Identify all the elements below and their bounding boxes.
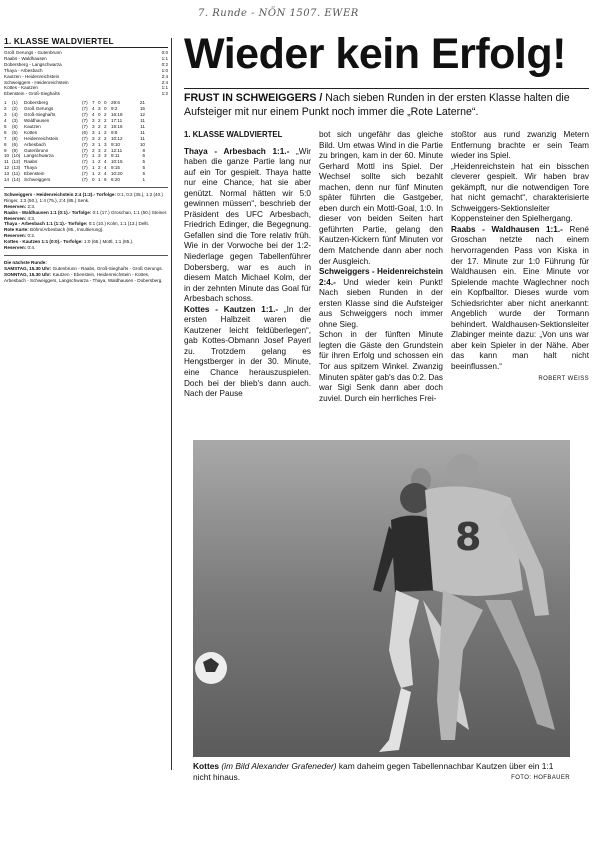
table-cell-l: 2 — [104, 112, 107, 118]
match-report-head: Reserven: — [4, 215, 27, 221]
handwritten-annotation: 7. Runde - NÖN 1507. EWER — [198, 8, 359, 19]
table-cell-w: 1 — [92, 165, 95, 171]
kicker: FRUST IN SCHWEIGGERS / Nach sieben Runden in der ersten Klasse halten die Aufsteiger mit nur einem Punkt noch immer die „Rote Laterne“. — [184, 92, 570, 118]
match-report-text: 0:1, 0:2 (35.), 1:2 (40.) Ringer, 1:3 (50.), 1:4 (75.), 2:4 (85.) Senk. — [4, 191, 163, 203]
jersey-number: 8 — [455, 515, 482, 559]
table-cell-d: 3 — [98, 153, 101, 159]
table-cell-prev: (13) — [12, 165, 21, 171]
match-report-text: 0:4. — [26, 245, 36, 251]
table-cell-l: 3 — [104, 141, 107, 147]
table-cell-goals: 6:20 — [111, 177, 120, 183]
table-cell-pts: 11 — [140, 123, 145, 129]
table-cell-prev: (2) — [12, 106, 18, 112]
table-cell-goals: 9:8 — [111, 129, 118, 135]
table-cell-d: 0 — [98, 112, 101, 118]
table-cell-team: Dobersberg — [24, 100, 49, 106]
table-cell-w: 1 — [92, 153, 95, 159]
table-cell-w: 4 — [92, 106, 95, 112]
table-cell-pts: 6 — [142, 153, 145, 159]
table-cell-w: 3 — [92, 117, 95, 123]
table-cell-team: Heidenreichstein — [24, 135, 59, 141]
table-cell-team: Waldhausen — [24, 117, 50, 123]
article-paragraph — [184, 147, 311, 305]
table-cell-team: Schweiggers — [24, 177, 51, 183]
table-cell-team: Arbesbach — [24, 141, 46, 147]
table-row — [4, 177, 168, 183]
table-cell-prev: (9) — [12, 147, 18, 153]
table-cell-w: 3 — [92, 123, 95, 129]
table-cell-rank: 14 — [4, 177, 10, 183]
table-cell-d: 1 — [98, 141, 101, 147]
paragraph-heading: Thaya - Arbesbach 1:1.- — [184, 146, 290, 156]
table-cell-g: (7) — [82, 141, 88, 147]
table-cell-pts: 11 — [140, 129, 145, 135]
table-cell-rank: 3 — [4, 112, 7, 118]
article-paragraph — [451, 162, 589, 225]
table-cell-w: 0 — [92, 177, 95, 183]
table-cell-prev: (6) — [12, 141, 18, 147]
paragraph-text: „Heidenreichstein hat ein bisschen cleverer gespielt. Wir haben brav gekämpft, nur die notwendigen Tore hat nicht gemacht“, charakterisierte Schweiggers-Sektionsleiter Koppensteiner den Spielhergang. — [451, 161, 589, 224]
table-cell-rank: 4 — [4, 117, 7, 123]
table-cell-rank: 6 — [4, 129, 7, 135]
match-report-head: Schweiggers - Heidenreichstein 2:4 (1:2).- Torfolge: — [4, 191, 116, 197]
table-cell-prev: (11) — [12, 171, 20, 177]
paragraph-text: Und wieder kein Punkt! Nach sieben Runden in der ersten Klasse sind die Aufsteiger aus Schweiggers noch immer ohne Sieg. — [319, 277, 443, 329]
article-paragraph — [451, 225, 589, 373]
table-cell-w: 7 — [92, 100, 95, 106]
next-round-item-head: SONNTAG, 15.30 Uhr: — [4, 271, 52, 277]
photo-credit: FOTO: HOFBAUER — [511, 774, 570, 781]
league-title: 1. KLASSE WALDVIERTEL — [4, 36, 168, 48]
result-match: Ebenstein - Groß-Sieghar̈ts — [4, 91, 60, 97]
table-cell-g: (7) — [82, 100, 88, 106]
match-report-head: Rote Karte: — [4, 227, 29, 233]
match-report-text: 0:1 (17.) Groschan, 1:1 (50.) Steiner. — [91, 209, 168, 215]
table-cell-pts: 1 — [142, 177, 145, 183]
table-cell-goals: 10:12 — [111, 135, 123, 141]
match-report-text: 0:2. — [26, 233, 36, 239]
table-cell-l: 2 — [104, 147, 107, 153]
table-cell-g: (7) — [82, 171, 88, 177]
table-cell-d: 1 — [98, 129, 101, 135]
table-cell-g: (7) — [82, 123, 88, 129]
table-cell-prev: (10) — [12, 153, 21, 159]
match-report-text: 4:3. — [26, 215, 36, 221]
article-column-2 — [319, 130, 443, 404]
table-cell-goals: 17:11 — [111, 117, 123, 123]
table-cell-g: (7) — [82, 135, 88, 141]
match-report-text: 2:3. — [26, 203, 36, 209]
result-score: 1:2 — [161, 91, 168, 97]
table-cell-l: 4 — [104, 165, 107, 171]
table-cell-l: 4 — [104, 171, 107, 177]
result-score: 1:0 — [161, 67, 168, 73]
table-cell-rank: 11 — [4, 159, 9, 165]
table-cell-g: (7) — [82, 147, 88, 153]
paragraph-text: bot sich ungefähr das gleiche Bild. Um etwas Wind in die Partie zu bringen, kam in der 60. Minute Gerhard Mottl ins Spiel. Der Wechsel sollte sich bezahlt machen, denn nur fünf Minuten später führten die Gastgeber, eben durch ein Mottl-Goal, 1:0. In dieser von beiden Seiten hart geführten Partie, gelang den Kautzen-Kickern fünf Minuten vor dem Matchende dann aber noch der Ausgleich. — [319, 130, 443, 266]
match-report-head: Reserven: — [4, 245, 27, 251]
table-cell-l: 6 — [104, 177, 107, 183]
next-round-item-head: SAMSTAG, 15.30 Uhr: — [4, 265, 52, 271]
table-cell-d: 0 — [98, 100, 101, 106]
match-report-head: Raabs - Waldhausen 1:1 (0:1).- Torfolge: — [4, 209, 92, 215]
table-cell-d: 3 — [98, 106, 101, 112]
table-cell-rank: 12 — [4, 165, 10, 171]
table-cell-l: 0 — [104, 100, 107, 106]
table-cell-w: 3 — [92, 129, 95, 135]
match-photo — [193, 440, 570, 757]
paragraph-text: stoßtor aus rund zwanzig Metern Entfernung brachte er sein Team wieder ins Spiel. — [451, 130, 589, 161]
table-cell-l: 0 — [104, 106, 107, 112]
table-cell-g: (7) — [82, 159, 88, 165]
article-paragraph — [319, 330, 443, 404]
match-report-text: 1:0 (65.) Mottl, 1:1 (85.). — [82, 239, 134, 245]
paragraph-heading: Raabs - Waldhausen 1:1.- — [451, 224, 563, 234]
table-cell-rank: 13 — [4, 171, 10, 177]
match-report-head: Kottes - Kautzen 1:1 (0:0).- Torfolge: — [4, 239, 83, 245]
table-cell-w: 2 — [92, 147, 95, 153]
results-column — [4, 36, 168, 284]
table-cell-g: (7) — [82, 112, 88, 118]
result-score: 0:2 — [161, 61, 168, 67]
column-rule — [171, 38, 172, 770]
table-cell-w: 4 — [92, 112, 95, 118]
article-paragraph — [184, 305, 311, 400]
table-cell-team: Kottes — [24, 129, 38, 135]
next-round-list — [4, 266, 168, 284]
table-cell-prev: (12) — [12, 159, 21, 165]
result-match: Schweiggers - Heidenreichstein — [4, 79, 69, 85]
result-score: 1:1 — [161, 55, 168, 61]
table-cell-team: Gutenbrunn — [24, 147, 49, 153]
table-cell-l: 2 — [104, 129, 107, 135]
table-cell-d: 2 — [98, 171, 101, 177]
table-cell-pts: 12 — [139, 112, 145, 118]
author: ROBERT WEISS — [538, 375, 589, 382]
table-cell-goals: 29:6 — [111, 100, 120, 106]
table-cell-d: 2 — [98, 123, 101, 129]
table-cell-l: 2 — [104, 123, 107, 129]
paragraph-text: René Groschan netzte nach einem hervorragenden Pass von Kiska in der 17. Minute zur 1:0 Führung für Waldhausen ein. Eine Minute vor Spielende machte Waglechner noch ein Kopfballtor. Dieses wurde vom Schiedsrichter aber nicht anerkannt: Angeblich wurde der Tormann behindert. Waldhausen-Sektionsleiter Zlabinger meinte dazu: „Von uns war aber kein Spieler in der Nähe. Aber das kann man halt nicht beeinflussen.“ — [451, 224, 589, 372]
soccer-scene-image — [193, 440, 570, 757]
headline: Wieder kein Erfolg! — [184, 30, 566, 78]
result-score: 1:1 — [161, 85, 168, 91]
result-match: Raabs - Waldhausen — [4, 55, 47, 61]
table-cell-rank: 5 — [4, 123, 7, 129]
next-round-item-text: Kautzen - Ebenstein, Heidenreichstein - Kottes, Arbesbach - Schweiggers, Langschwarza - Thaya, Waldhausen - Dobersberg. — [4, 271, 163, 283]
table-cell-prev: (3) — [12, 117, 18, 123]
table-cell-g: (7) — [82, 117, 88, 123]
table-cell-rank: 7 — [4, 135, 7, 141]
table-cell-goals: 9:2 — [111, 106, 118, 112]
results-list — [4, 50, 168, 97]
table-cell-prev: (1) — [12, 100, 18, 106]
result-score: 0:0 — [161, 50, 168, 55]
table-cell-d: 2 — [98, 117, 101, 123]
table-cell-w: 1 — [92, 159, 95, 165]
table-cell-rank: 2 — [4, 106, 7, 112]
table-cell-team: Langschwarza — [24, 153, 54, 159]
result-match: Groß Gerungs - Gutenbrunn — [4, 50, 62, 55]
table-cell-w: 3 — [92, 135, 95, 141]
table-cell-d: 2 — [98, 159, 101, 165]
article-column-3 — [451, 130, 589, 384]
match-reports — [4, 192, 168, 251]
table-cell-rank: 9 — [4, 147, 7, 153]
table-cell-team: Kautzen — [24, 123, 41, 129]
result-score: 2:4 — [161, 73, 168, 79]
result-match: Kottes - Kautzen — [4, 85, 38, 91]
article-paragraph — [319, 267, 443, 330]
result-match: Kautzen - Heidenreichstein — [4, 73, 60, 79]
table-cell-g: (7) — [82, 177, 88, 183]
table-cell-l: 4 — [104, 159, 107, 165]
article-column-1 — [184, 130, 311, 400]
table-cell-g: (7) — [82, 106, 88, 112]
table-cell-pts: 5 — [142, 171, 145, 177]
paragraph-heading: Kottes - Kautzen 1:1.- — [184, 304, 279, 314]
table-cell-d: 1 — [98, 177, 101, 183]
table-cell-team: Thaya — [24, 165, 37, 171]
table-cell-prev: (8) — [12, 135, 18, 141]
table-cell-prev: (14) — [12, 177, 21, 183]
table-cell-team: Ebenstein — [24, 171, 45, 177]
table-cell-goals: 16:18 — [111, 112, 123, 118]
match-report-head: Reserven: — [4, 203, 27, 209]
match-report-head: Reserven: — [4, 233, 27, 239]
standings-table — [4, 100, 168, 183]
table-cell-prev: (4) — [12, 112, 18, 118]
table-cell-prev: (5) — [12, 129, 18, 135]
article-paragraph — [319, 130, 443, 267]
next-round-title: Die nächste Runde: — [4, 260, 47, 265]
next-round-item — [4, 272, 168, 284]
table-cell-team: Groß Gerungs — [24, 106, 54, 112]
match-report-head: Thaya - Arbesbach 1:1 (1:1).- Torfolge: — [4, 221, 88, 227]
table-cell-pts: 15 — [139, 106, 145, 112]
paragraph-text: „In der ersten Halbzeit waren die Kautzener leicht feldüberlegen“, gab Kottes-Obmann Josef Payerl zu. Trotzdem gelang es Hengstberger in der 30. Minute, eine Chance herauszuspielen. Doch bei der blieb's dann auch. Nach der Pause — [184, 304, 311, 399]
table-cell-team: Groß-Sieghar̈ts — [24, 112, 56, 118]
table-cell-d: 2 — [98, 135, 101, 141]
table-cell-pts: 11 — [140, 117, 145, 123]
table-cell-g: (6) — [82, 129, 88, 135]
table-cell-l: 2 — [104, 117, 107, 123]
table-cell-pts: 5 — [142, 159, 145, 165]
match-report-text: 0:1 (10.) Kolm, 1:1 (13.) Dellt. — [87, 221, 149, 227]
table-cell-g: (7) — [82, 165, 88, 171]
match-report — [4, 192, 168, 204]
table-cell-goals: 8:11 — [111, 153, 120, 159]
table-cell-goals: 9:10 — [111, 141, 120, 147]
table-cell-pts: 5 — [142, 165, 145, 171]
result-match: Dobersberg - Langschwarza — [4, 61, 62, 67]
table-cell-goals: 12:11 — [111, 147, 123, 153]
table-cell-pts: 10 — [139, 141, 145, 147]
table-cell-rank: 8 — [4, 141, 7, 147]
photo-caption: Kottes (im Bild Alexander Grafeneder) kam daheim gegen Tabellennachbar Kautzen über ein 1:1 nicht hinaus. FOTO: HOFBAUER — [193, 761, 570, 782]
match-report-text: Böhm/Arbesbach (85., Insultierung). — [28, 227, 104, 233]
paragraph-heading: Schweiggers - Heidenreichstein 2:4.- — [319, 267, 443, 287]
paragraph-text: Schon in der fünften Minute legten die Gäste den Grundstein für ihren Erfolg und schossen ein Tor aus spitzem Winkel. Zwanzig Minuten später gab's das 0:2. Das war Sigi Senk dann aber doch zuviel. Durch ein herrliches Frei- — [319, 330, 443, 403]
headline-rule — [184, 88, 589, 89]
result-score: 2:4 — [161, 79, 168, 85]
table-cell-l: 3 — [104, 153, 107, 159]
table-cell-goals: 9:15 — [111, 165, 120, 171]
article-paragraph — [451, 130, 589, 162]
table-cell-rank: 1 — [4, 100, 7, 106]
table-cell-pts: 8 — [142, 147, 145, 153]
table-cell-l: 2 — [104, 135, 107, 141]
table-cell-w: 1 — [92, 171, 95, 177]
table-cell-w: 3 — [92, 141, 95, 147]
table-cell-team: Raabs — [24, 159, 38, 165]
table-cell-d: 3 — [98, 147, 101, 153]
table-cell-goals: 19:16 — [111, 123, 123, 129]
table-cell-rank: 10 — [4, 153, 10, 159]
next-round-item-text: Gutenbrunn - Raabs, Groß-Sieghar̈ts - Groß Gerungs. — [51, 265, 163, 271]
match-report — [4, 245, 168, 251]
table-cell-prev: (6) — [12, 123, 18, 129]
paragraph-text: „Wir haben die ganze Partie lang nur auf ein Tor gespielt. Thaya hatte nur eine Chance, hat sie aber genützt. Normal hätten wir 5:0 gewinnen müssen“, beschrieb der Präsident des UFC Arbesbach, Friedrich Edinger, die Begegnung. Gefallen sind die Tore relativ früh. Wie in der Vorwoche bei der 1:2-Niederlage gegen Tabellenführer Dobersberg, war es auch in diesem Match Michael Kolm, der in der zehnten Minute das Goal für Arbesbach schoss. — [184, 146, 312, 304]
table-cell-goals: 10:20 — [111, 171, 123, 177]
table-cell-d: 2 — [98, 165, 101, 171]
table-cell-g: (7) — [82, 153, 88, 159]
table-cell-pts: 11 — [140, 135, 145, 141]
table-cell-pts: 21 — [139, 100, 145, 106]
result-match: Thaya - Arbesbach — [4, 67, 43, 73]
table-cell-goals: 10:15 — [111, 159, 123, 165]
section-label: 1. KLASSE WALDVIERTEL — [184, 130, 283, 139]
